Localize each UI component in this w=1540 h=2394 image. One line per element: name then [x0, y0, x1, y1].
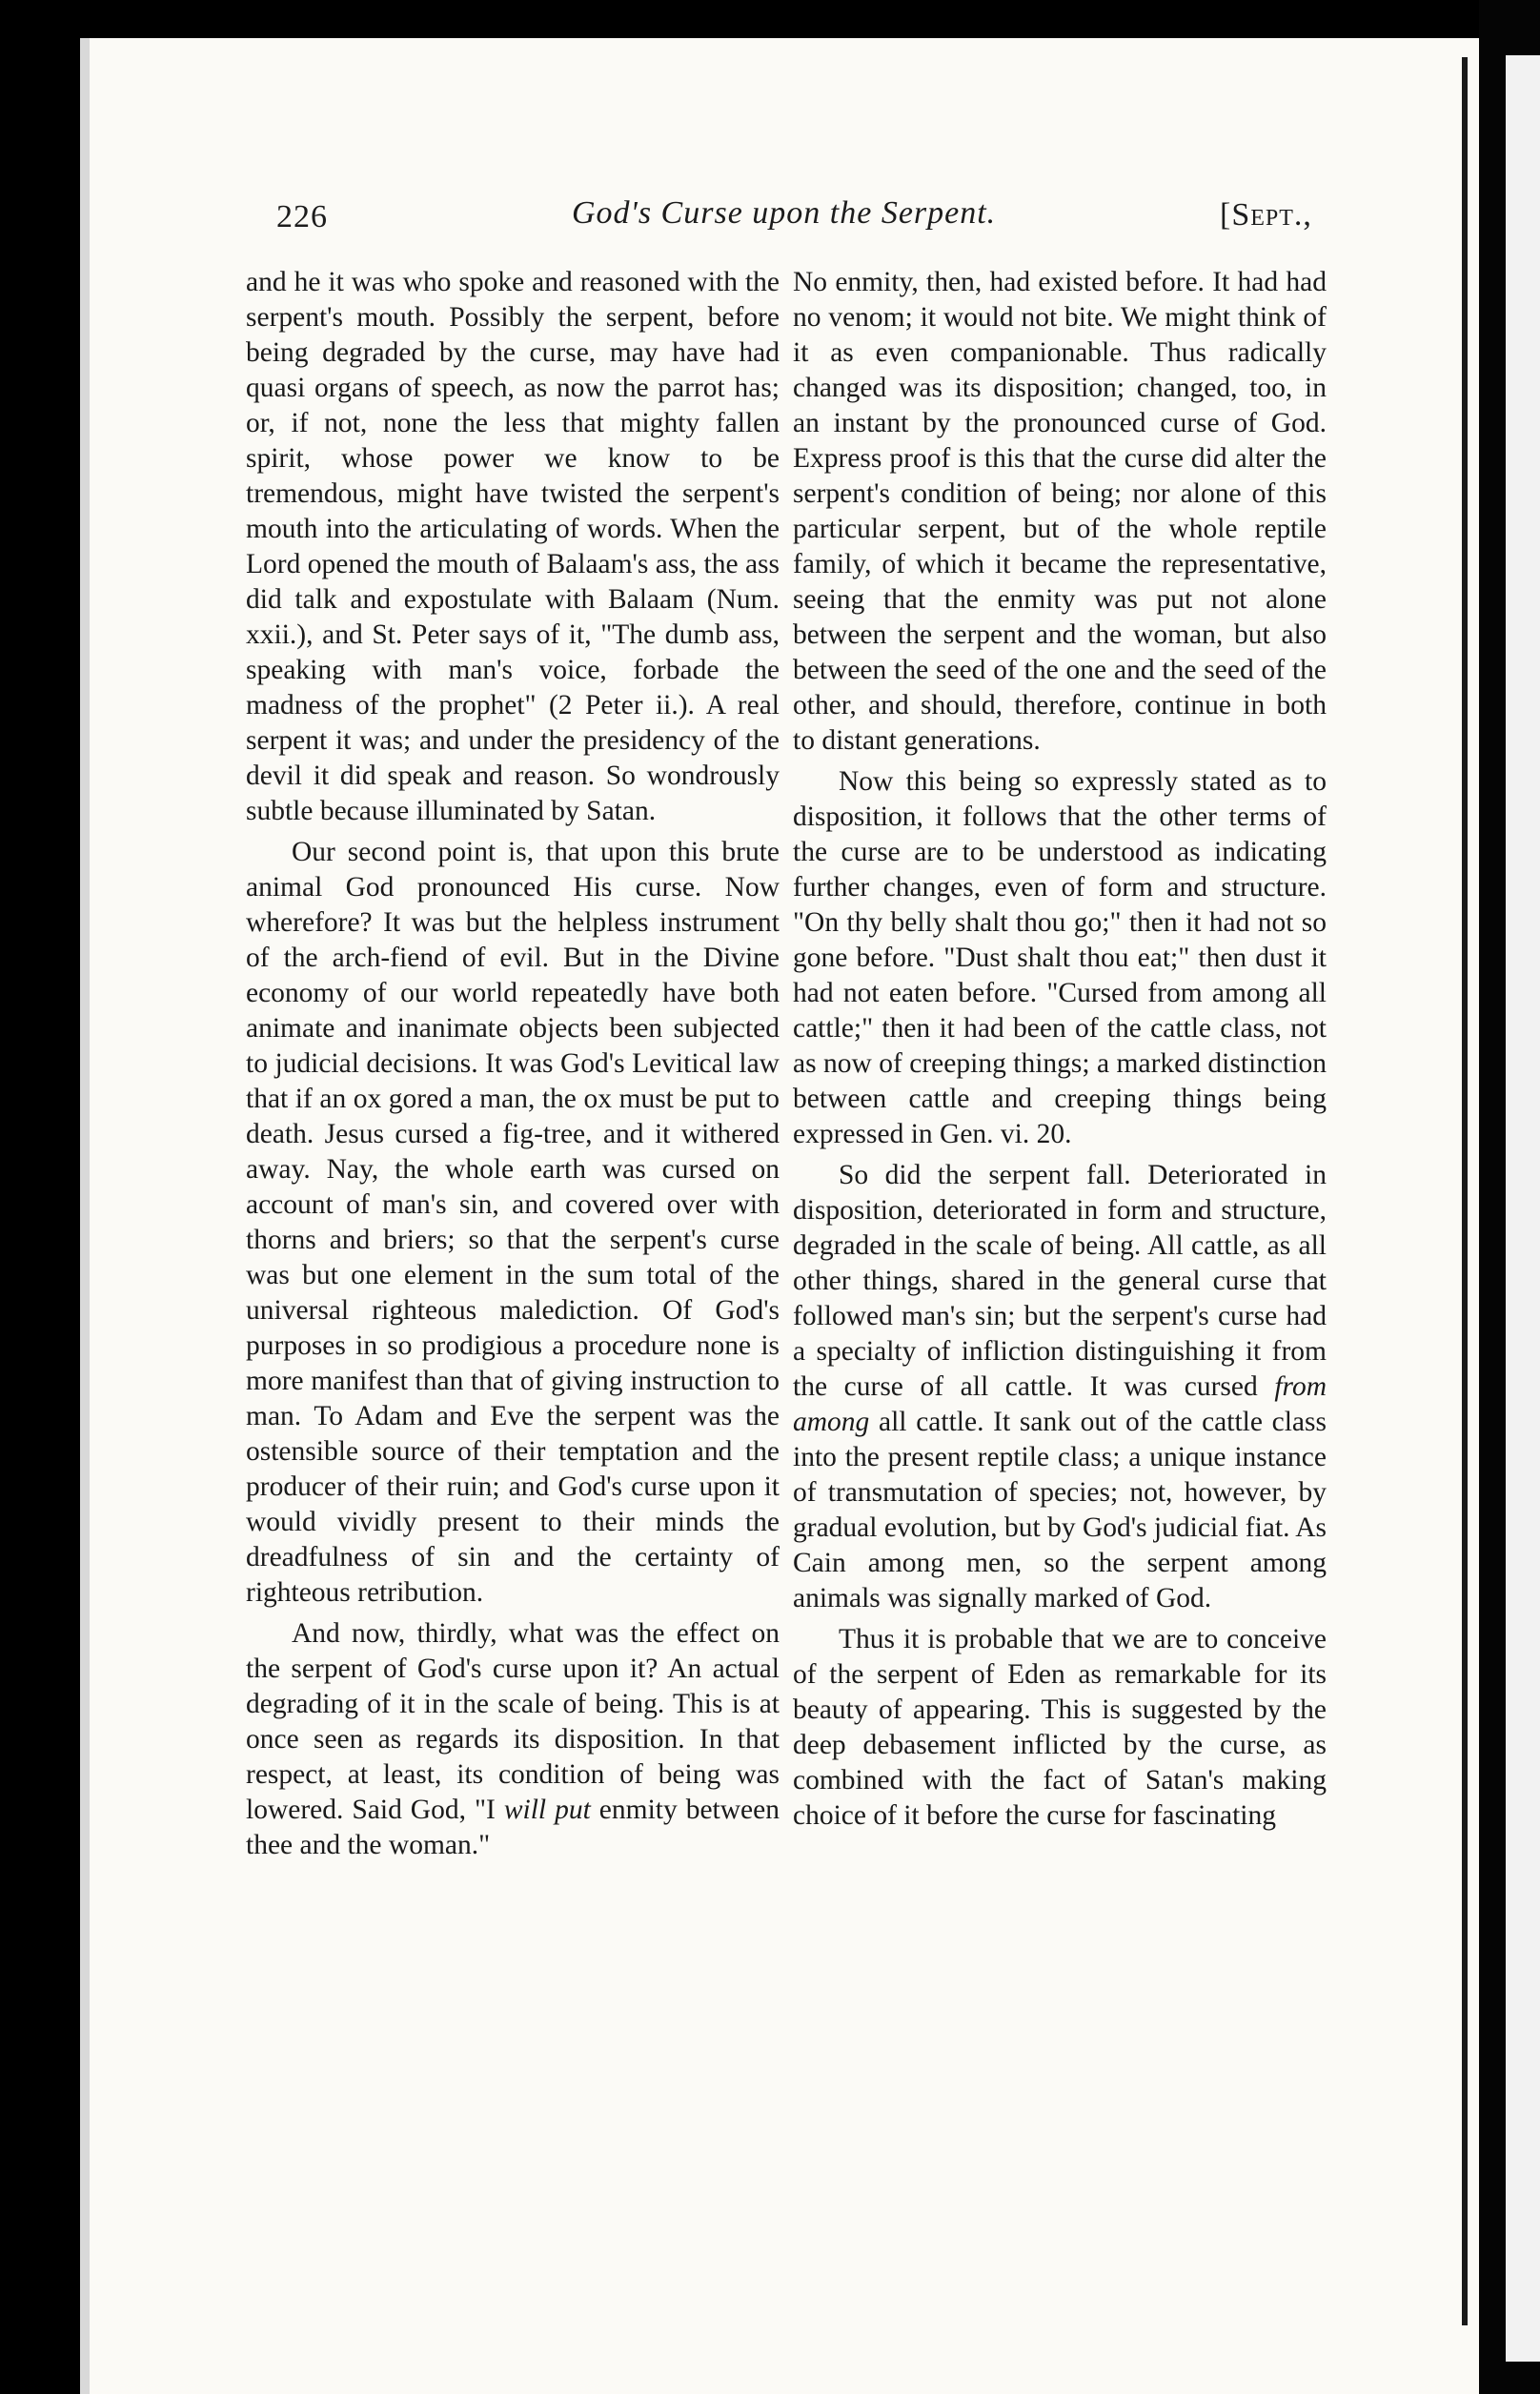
- page-edge-shadow: [1462, 57, 1468, 2325]
- right-paragraph-2: Now this being so expressly stated as to disposition, it follows that the other terms of the curse are to be understood as indicating further changes, even of form and structure. "On thy belly shalt thou go;" then it had not so gone before. "Dust shalt thou eat;" then dust it had not eaten before. "Cursed from among all cattle;" then it had been of the cattle class, not as now of creeping things; a marked distinction between cattle and creeping things being expressed in Gen. vi. 20.: [793, 766, 1327, 1149]
- right-paragraph-3-italic: from among: [793, 1371, 1327, 1437]
- left-paragraph-3: [246, 1616, 780, 1863]
- right-paragraph-3-start: So did the serpent fall. Deteriorated in disposition, deteriorated in form and structure, degraded in the scale of being. All cattle, as all other things, shared in the general curse that followed man's sin; but the serpent's curse had a specialty of infliction distinguishing it from the curse of all cattle. It was cursed: [793, 1160, 1327, 1402]
- right-paragraph-3-end: all cattle. It sank out of the cattle class into the present reptile class; a unique instance of transmutation of species; not, however, by gradual evolution, but by God's judicial fiat. As Cain among men, so the serpent among animals was signally marked of God.: [793, 1407, 1327, 1613]
- left-paragraph-3-end: enmity between thee and the woman.": [246, 1795, 780, 1860]
- page-number: 226: [276, 199, 328, 234]
- facing-page-edge: [1506, 55, 1540, 2362]
- right-paragraph-1: No enmity, then, had existed before. It had had no venom; it would not bite. We might think of it as even companionable. Thus radically changed was its disposition; changed, too, in an instant by the pronounced curse of God. Express proof is this that the curse did alter the serpent's condition of being; nor alone of this particular serpent, but of the whole reptile family, of which it became the representative, seeing that the enmity was put not alone between the serpent and the woman, but also between the seed of the one and the seed of the other, and should, therefore, continue in both to distant generations.: [793, 267, 1327, 756]
- left-paragraph-1: and he it was who spoke and reasoned with the serpent's mouth. Possibly the serpent, before being degraded by the curse, may have had quasi organs of speech, as now the parrot has; or, if not, none the less that mighty fallen spirit, whose power we know to be tremendous, might have twisted the serpent's mouth into the articulating of words. When the Lord opened the mouth of Balaam's ass, the ass did talk and expostulate with Balaam (Num. xxii.), and St. Peter says of it, "The dumb ass, speaking with man's voice, forbade the madness of the prophet" (2 Peter ii.). A real serpent it was; and under the presidency of the devil it did speak and reason. So wondrously subtle because illuminated by Satan.: [246, 267, 780, 826]
- right-paragraph-3: [793, 1158, 1327, 1616]
- running-month: [Sept.,: [1220, 197, 1312, 233]
- left-column: [246, 265, 780, 1863]
- running-title: God's Curse upon the Serpent.: [572, 195, 997, 231]
- left-paragraph-2: Our second point is, that upon this brute animal God pronounced His curse. Now wherefore? It was but the helpless instrument of the arch-fiend of evil. But in the Divine economy of our world repeatedly have both animate and inanimate objects been subjected to judicial decisions. It was God's Levitical law that if an ox gored a man, the ox must be put to death. Jesus cursed a fig-tree, and it withered away. Nay, the whole earth was cursed on account of man's sin, and covered over with thorns and briers; so that the serpent's curse was but one element in the sum total of the universal righteous malediction. Of God's purposes in so prodigious a procedure none is more manifest than that of giving instruction to man. To Adam and Eve the serpent was the ostensible source of their temptation and the producer of their ruin; and God's curse upon it would vividly present to their minds the dreadfulness of sin and the certainty of righteous retribution.: [246, 837, 780, 1608]
- left-paragraph-3-start: And now, thirdly, what was the effect on the serpent of God's curse upon it? An actual degrading of it in the scale of being. This is at once seen as regards its disposition. In that respect, at least, its condition of being was lowered. Said God, "I: [246, 1618, 780, 1825]
- right-paragraph-4: Thus it is probable that we are to conceive of the serpent of Eden as remarkable for its beauty of appearing. This is suggested by the deep debasement inflicted by the curse, as combined with the fact of Satan's making choice of it before the curse for fascinating: [793, 1624, 1327, 1831]
- left-paragraph-3-italic: will put: [503, 1795, 591, 1825]
- running-header: [276, 195, 1334, 247]
- right-column: [793, 265, 1327, 1834]
